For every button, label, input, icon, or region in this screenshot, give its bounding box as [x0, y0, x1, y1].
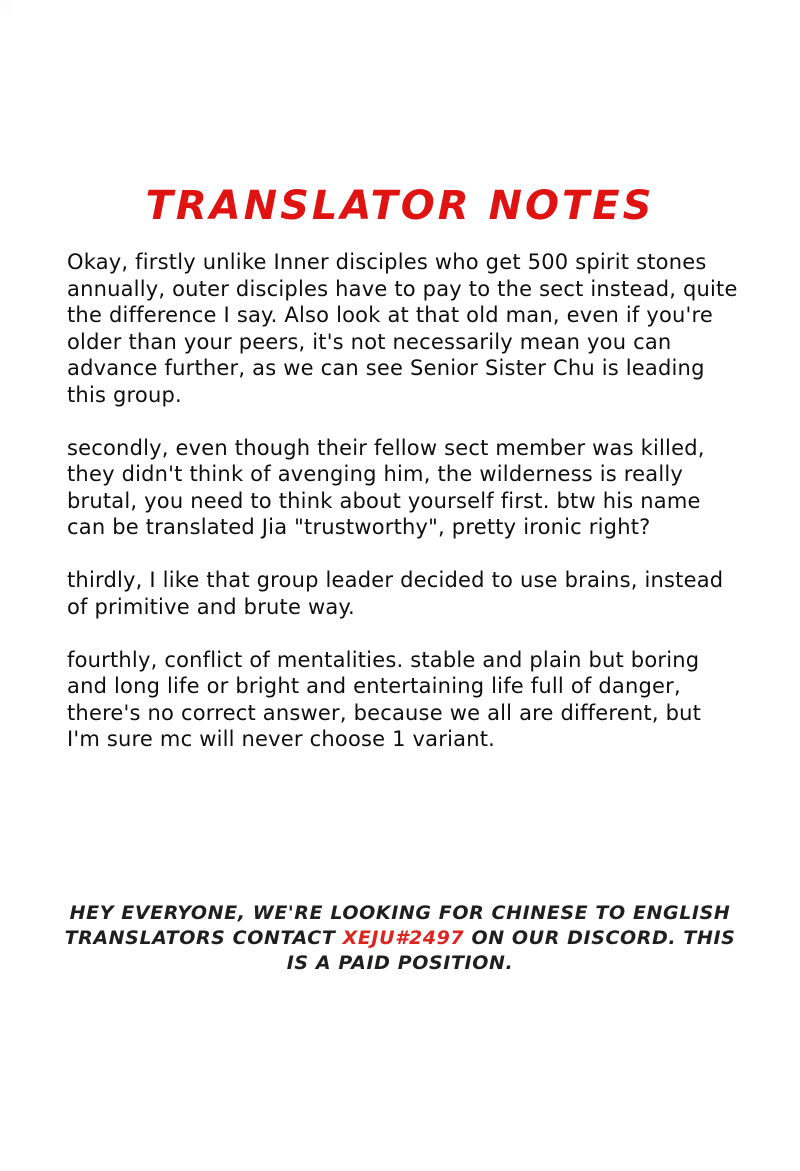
recruitment-text-after: ON OUR DISCORD. THIS IS A PAID POSITION. [286, 927, 736, 974]
translator-notes-body [67, 249, 739, 779]
note-paragraph-4: fourthly, conflict of mentalities. stable and plain but boring and long life or bright and entertaining life full of danger, there's no correct answer, because we all are different, but I'm sure mc will never choose 1 variant. [67, 647, 702, 751]
recruitment-note [60, 901, 740, 976]
recruitment-text-before: HEY EVERYONE, WE'RE LOOKING FOR CHINESE TO ENGLISH TRANSLATORS CONTACT [64, 902, 731, 949]
note-paragraph-1: Okay, firstly unlike Inner disciples who get 500 spirit stones annually, outer disciples have to pay to the sect instead, quite the difference I say. Also look at that old man, even if you're older than your peers, it's not necessarily mean you can advance further, as we can see Senior Sister Chu is leading this group. [67, 250, 738, 407]
note-paragraph-3: thirdly, I like that group leader decided to use brains, instead of primitive and brute way. [67, 568, 724, 619]
page-title: TRANSLATOR NOTES [145, 183, 655, 229]
note-paragraph-2: secondly, even though their fellow sect member was killed, they didn't think of avenging him, the wilderness is really brutal, you need to think about yourself first. btw his name can be translated Jia "trustworthy", pretty ironic right? [67, 435, 705, 539]
scan-corner-artifact [0, 0, 13, 13]
discord-handle: XEJU#2497 [342, 927, 465, 949]
